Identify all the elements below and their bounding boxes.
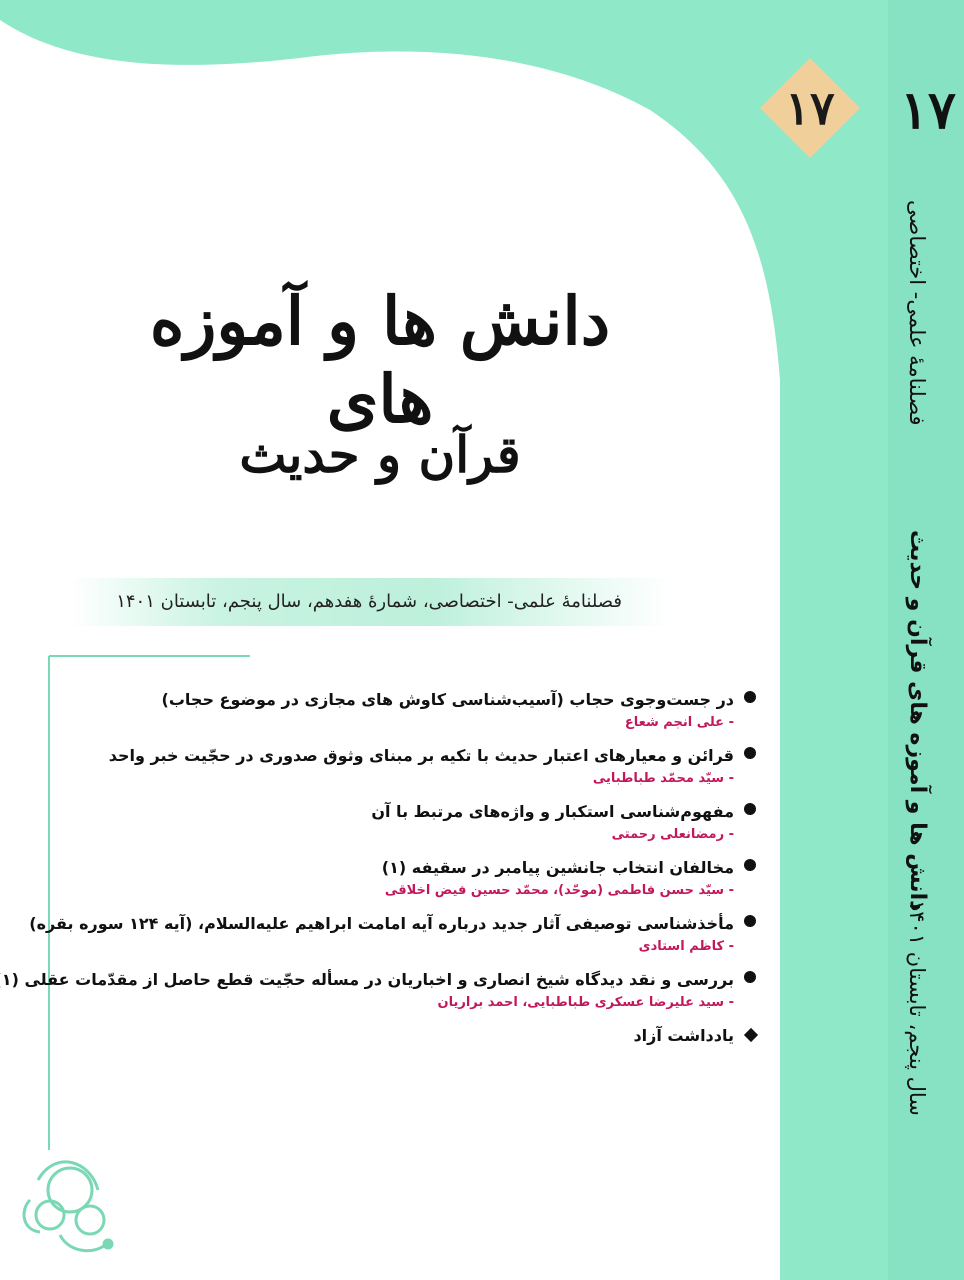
spine-issue-number: ۱۷ <box>900 80 956 141</box>
article-author: - کاظم استادی <box>638 939 734 954</box>
diamond-bullet-icon <box>744 1028 758 1042</box>
article-author: - سیّد حسن فاطمی (موحّد)، محمّد حسین فیض اخلاقی <box>384 883 734 898</box>
toc-item-free-note[interactable] <box>90 1024 760 1048</box>
article-title: مفهوم‌شناسی استکبار و واژه‌های مرتبط با آن <box>371 802 734 821</box>
free-note-title: یادداشت آزاد <box>633 1026 734 1045</box>
bullet-icon <box>744 691 756 703</box>
toc-item[interactable] <box>90 688 760 734</box>
toc-item[interactable] <box>90 744 760 790</box>
article-title: مأخذشناسی توصیفی آثار جدید درباره آیه امامت ابراهیم علیه‌السلام، (آیه ۱۲۴ سوره بقره) <box>29 914 734 933</box>
article-title: در جست‌وجوی حجاب (آسیب‌شناسی کاوش های مجازی در موضوع حجاب) <box>161 690 734 709</box>
spine-title: دانش ها و آموزه های قرآن و حدیث <box>905 530 930 912</box>
article-author: - سید علیرضا عسکری طباطبایی، احمد براریان <box>437 995 734 1010</box>
bullet-icon <box>744 747 756 759</box>
issue-diamond <box>760 58 860 158</box>
article-author: - علی انجم شعاع <box>624 715 734 730</box>
toc-item[interactable] <box>29 912 760 958</box>
cover-issue-number: ۱۷ <box>785 81 835 135</box>
bullet-icon <box>744 971 756 983</box>
bullet-icon <box>744 915 756 927</box>
bullet-icon <box>744 803 756 815</box>
article-author: - رمضانعلی رحمتی <box>611 827 734 842</box>
toc-item[interactable] <box>90 800 760 846</box>
journal-title-sub: قرآن و حدیث <box>239 425 521 484</box>
bullet-icon <box>744 859 756 871</box>
table-of-contents <box>1 688 760 1048</box>
article-author: - سیّد محمّد طباطبایی <box>592 771 734 786</box>
journal-title-main: دانش ها و آموزه های <box>149 282 611 438</box>
toc-item[interactable] <box>90 856 760 902</box>
toc-item[interactable] <box>1 968 760 1014</box>
spine-journal-type: فصلنامهٔ علمی- اختصاصی <box>905 200 929 426</box>
article-title: قرائن و معیارهای اعتبار حدیث با تکیه بر مبنای وثوق صدوری در حجّیت خبر واحد <box>108 746 734 765</box>
spine-issue: سال پنجم، تابستان ۱۴۰۱ <box>905 900 929 1116</box>
article-title: مخالفان انتخاب جانشین پیامبر در سقیفه (۱) <box>381 858 734 877</box>
article-title: بررسی و نقد دیدگاه شیخ انصاری و اخباریان در مسأله حجّیت قطع حاصل از مقدّمات عقلی (۱ <box>1 970 734 989</box>
issue-line: فصلنامهٔ علمی- اختصاصی، شمارهٔ هفدهم، سال پنجم، تابستان ۱۴۰۱ <box>116 591 622 612</box>
